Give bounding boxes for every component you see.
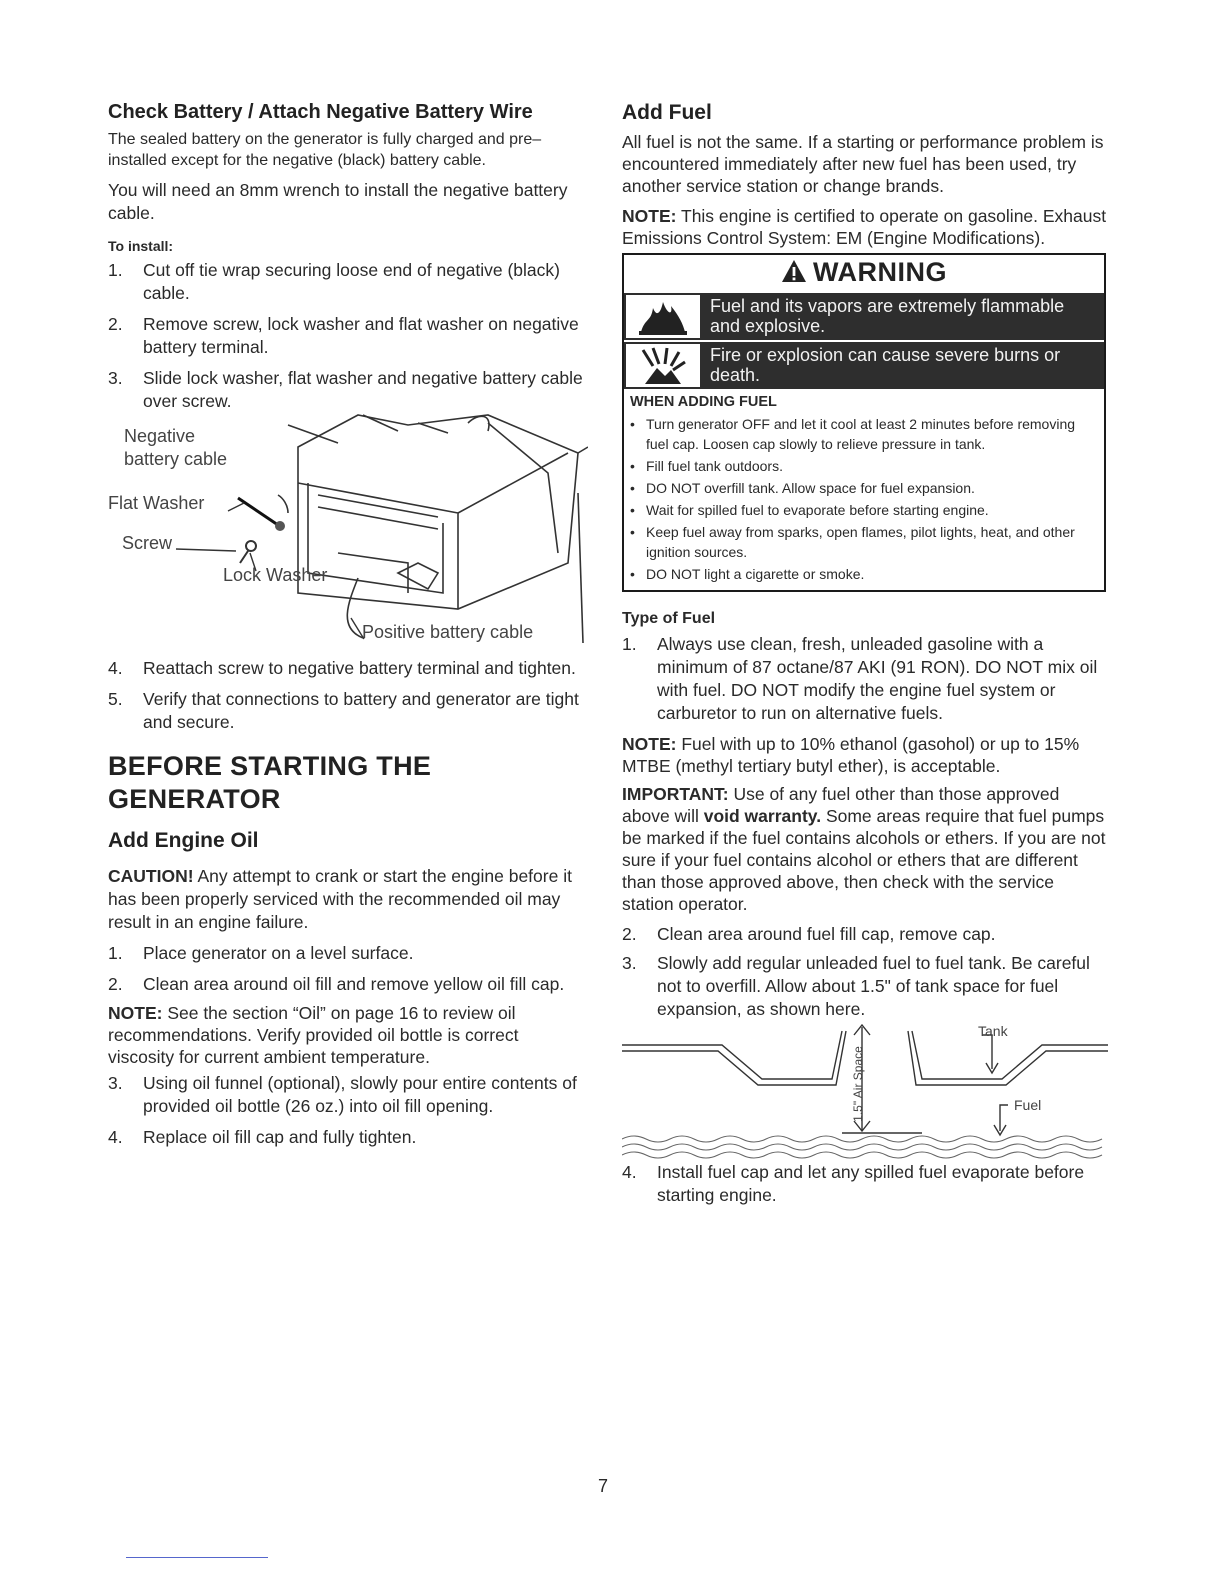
oil-steps	[108, 942, 588, 996]
tank-label: Tank	[978, 1023, 1008, 1039]
battery-wrench-note: You will need an 8mm wrench to install the negative battery cable.	[108, 180, 568, 223]
list-item: 1. Cut off tie wrap securing loose end of negative (black) cable.	[108, 260, 560, 303]
add-engine-oil-heading: Add Engine Oil	[108, 829, 259, 852]
list-item: 4. Reattach screw to negative battery terminal and tighten.	[108, 658, 576, 678]
fuel-tank-diagram	[622, 1021, 1108, 1159]
list-item: • Keep fuel away from sparks, open flames, pilot lights, heat, and other ignition sources.	[630, 524, 1075, 560]
list-item: 4. Install fuel cap and let any spilled fuel evaporate before starting engine.	[622, 1162, 1085, 1205]
battery-diagram	[108, 413, 588, 655]
warning-box	[622, 253, 1106, 592]
install-steps	[108, 259, 588, 413]
list-item: 2. Clean area around fuel fill cap, remove cap.	[622, 924, 996, 944]
fuel-label: Fuel	[1014, 1097, 1042, 1113]
before-starting-heading: BEFORE STARTING THE GENERATOR	[108, 751, 432, 814]
warning-bullets	[630, 414, 1096, 584]
air-space-label: 1.5" Air Space	[850, 1046, 865, 1122]
explosion-icon	[624, 342, 702, 389]
list-item: 5. Verify that connections to battery and generator are tight and secure.	[108, 689, 579, 732]
list-item: 1. Always use clean, fresh, unleaded gasoline with a minimum of 87 octane/87 AKI (91 RON). DO NOT mix oil with fuel. DO NOT modify the engine fuel system or carburetor to run on alternative fuels.	[622, 634, 1098, 723]
list-item: 3. Slide lock washer, flat washer and negative battery cable over screw.	[108, 368, 583, 411]
right-column	[622, 102, 1108, 1207]
warning-flammable-text: Fuel and its vapors are extremely flammable and explosive.	[710, 296, 1065, 336]
fuel-steps-continued	[622, 923, 1108, 1021]
warning-row-explosion	[624, 340, 1104, 389]
list-item: 2. Clean area around oil fill and remove yellow oil fill cap.	[108, 974, 565, 994]
list-item: • Wait for spilled fuel to evaporate before starting engine.	[630, 502, 989, 518]
battery-heading: Check Battery / Attach Negative Battery Wire	[108, 101, 533, 123]
page-number: 7	[598, 1476, 609, 1496]
install-steps-continued	[108, 657, 588, 734]
footer-divider	[126, 1557, 268, 1558]
fuel-final-step	[622, 1161, 1108, 1207]
type-of-fuel-heading: Type of Fuel	[622, 610, 716, 627]
list-item: 4. Replace oil fill cap and fully tighten.	[108, 1127, 417, 1147]
warning-row-flammable	[624, 291, 1104, 340]
fuel-type-steps	[622, 633, 1108, 725]
list-item: 2. Remove screw, lock washer and flat washer on negative battery terminal.	[108, 314, 579, 357]
oil-steps-continued	[108, 1072, 588, 1149]
warning-header: WARNING	[624, 255, 1104, 291]
battery-cable-label: battery cable	[124, 449, 228, 469]
caution-paragraph: CAUTION! Any attempt to crank or start the engine before it has been properly serviced with the recommended oil may result in an engine failure.	[108, 866, 572, 932]
when-adding-fuel-label: WHEN ADDING FUEL	[630, 394, 777, 410]
list-item: • DO NOT light a cigarette or smoke.	[630, 566, 865, 582]
battery-intro: The sealed battery on the generator is fully charged and pre–installed except for the negative (black) battery cable.	[108, 131, 542, 169]
list-item: 1. Place generator on a level surface.	[108, 943, 414, 963]
fuel-intro: All fuel is not the same. If a starting or performance problem is encountered immediately after new fuel has been used, try another service station or change brands.	[622, 132, 1104, 196]
screw-label: Screw	[122, 533, 173, 553]
engine-note: NOTE: This engine is certified to operate on gasoline. Exhaust Emissions Control System: EM (Engine Modifications).	[622, 206, 1107, 248]
important-note: IMPORTANT: Use of any fuel other than those approved above will void warranty. Some areas require that fuel pumps be marked if the fuel contains alcohols or ethers. If you are not sure if your fuel contains alcohol or ethers that are different than those approved above, then check with the service station operator.	[622, 784, 1106, 914]
oil-note: NOTE: See the section “Oil” on page 16 to review oil recommendations. Verify provided oil bottle is correct viscosity for current ambient temperature.	[108, 1003, 519, 1067]
ethanol-note: NOTE: Fuel with up to 10% ethanol (gasohol) or up to 15% MTBE (methyl tertiary butyl ether), is acceptable.	[622, 734, 1080, 776]
flame-icon	[624, 293, 702, 340]
left-column	[108, 102, 588, 1149]
tank-illustration	[622, 1021, 1108, 1159]
lock-washer-label: Lock Washer	[223, 565, 328, 585]
list-item: • Turn generator OFF and let it cool at least 2 minutes before removing fuel cap. Loosen cap slowly to relieve pressure in tank.	[630, 416, 1076, 452]
positive-cable-label: Positive battery cable	[362, 622, 534, 642]
warning-explosion-text: Fire or explosion can cause severe burns or death.	[710, 345, 1061, 385]
list-item: 3. Slowly add regular unleaded fuel to fuel tank. Be careful not to overfill. Allow about 1.5" of tank space for fuel expansion, as shown here.	[622, 953, 1090, 1019]
to-install-label: To install:	[108, 238, 174, 254]
list-item: • DO NOT overfill tank. Allow space for fuel expansion.	[630, 480, 975, 496]
add-fuel-heading: Add Fuel	[622, 101, 712, 124]
warning-triangle-icon	[781, 257, 807, 291]
flat-washer-label: Flat Washer	[108, 493, 205, 513]
list-item: • Fill fuel tank outdoors.	[630, 458, 783, 474]
list-item: 3. Using oil funnel (optional), slowly pour entire contents of provided oil bottle (26 oz.) into oil fill opening.	[108, 1073, 577, 1116]
negative-label: Negative	[124, 426, 196, 446]
warning-body	[624, 389, 1104, 590]
